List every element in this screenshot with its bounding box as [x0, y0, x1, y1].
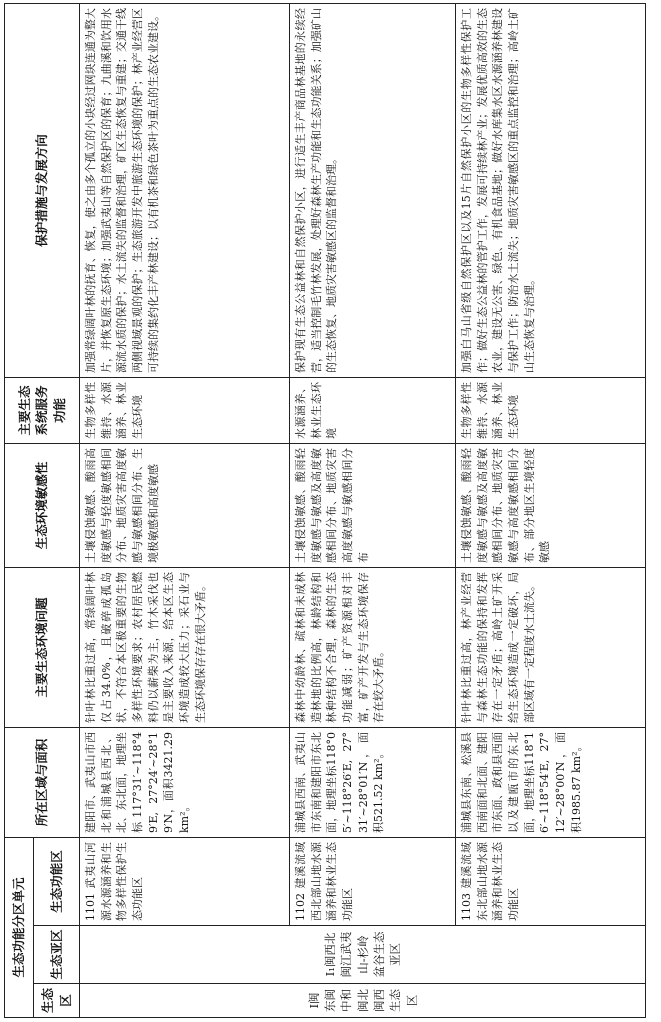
header-region: 生态区: [33, 984, 80, 1018]
problems-cell: 针叶林比重过高，常绿阔叶林仅占34.0%，且破碎成孤岛状，不符合本区极重要的生物多样性环境要求；农村居民燃料仍以薪柴为主，竹木采伐也是主要收入来源，给本区生态环境造成较大压力；采石业与生态环境保存存在很大矛盾。: [80, 568, 290, 728]
region-cell: Ⅰ闽东闽中和闽北闽西生态区: [80, 984, 646, 1018]
measures-cell: 保护现有生态公益林和自然保护小区，进行适生丰产商品林基地的永续经营，适当控制毛竹林发展，处理好森林生产功能和生态功能关系；加强矿山的生态恢复、地质灾害敏感区的监督和治理。: [290, 4, 456, 378]
header-location: 所在区域与面积: [5, 728, 80, 838]
table-row: [80, 4, 290, 1018]
sensitivity-cell: 土壤侵蚀敏感、酸雨轻度敏感与敏感及高度敏感相间分布、地质灾害高度敏感与敏感相间分布: [290, 444, 456, 568]
subregion-cell: Ⅰ₁闽西北闽江武夷山-杉岭盆谷生态亚区: [80, 926, 646, 984]
header-services: 主要生态系统服务功能: [5, 378, 80, 444]
table-row: [290, 4, 456, 1018]
location-cell: 浦城县西南、武夷山市东南和建阳市东北面，地理坐标118°05′~118°26′E, 27°31′~28°01′N，面积521.52 km²。: [290, 728, 456, 838]
header-row-1: [5, 4, 34, 1018]
header-measures: 保护措施与发展方向: [5, 4, 80, 378]
header-zoning-unit: 生态功能分区单元: [5, 838, 34, 1018]
services-cell: 水源涵养、林业生态环境: [290, 378, 456, 444]
header-subregion: 生态亚区: [33, 926, 80, 984]
measures-cell: 加强白马山省级自然保护区以及15片自然保护小区的生物多样性保护工作；做好生态公益林的管护工作，发展可持续林产业；发展优质高效的生态农业，建设无公害、绿色、有机食品基地；做好水库集水区水源涵养林建设与保护工作；防治水土流失；地质灾害敏感区的重点监控和治理；高岭土矿山生态恢复与治理。: [456, 4, 646, 378]
problems-cell: 针叶林比重过高，林产业经营与森林生态功能的保持和发挥存在一定矛盾；高岭土矿开采给生态环境造成一定破坏，局部区域有一定程度水土流失。: [456, 568, 646, 728]
unit-cell: 1101 武夷山河源水源涵养和生物多样性保护生态功能区: [80, 838, 290, 926]
ecological-function-zoning-table: [4, 3, 646, 1018]
services-cell: 生物多样性维持、水源涵养、林业生态环境: [80, 378, 290, 444]
measures-cell: 加强常绿阔叶林的抚育、恢复，使之由多个孤立的小块经过网块连通为整大片，并恢复原生态环境；加强武夷山等自然保护区的保育；九曲溪和饮用水源流水质的保护；水土流失的监督和治理，矿区生态恢复与重建；交通干线两侧视域景观的保护；生态旅游开发中旅游生态环境的保护；林产业经营区可持续的集约化丰产林建设；以有机茶和绿色茶叶为重点的生态农业建设。: [80, 4, 290, 378]
header-unit: 生态功能区: [33, 838, 80, 926]
sensitivity-cell: 土壤侵蚀敏感、酸雨轻度敏感与敏感及高度敏感相间分布、地质灾害敏感与高度敏感相间分布、部分地区生境轻度敏感: [456, 444, 646, 568]
location-cell: 建阳市、武夷山市西北和浦城县西北、北、东北面，地理坐标117°31′~118°49′E, 27°24′~28°19′N，面积3421.29 km²。: [80, 728, 290, 838]
location-cell: 浦城县东南、松溪县西南面和北面、建阳市东面、政和县西面以及建瓯市的东北面，地理坐标118°16′~118°54′E, 27°12′~28°00′N，面积1985.87 km²。: [456, 728, 646, 838]
unit-cell: 1102 建溪流域西北部山地水源涵养和林业生态功能区: [290, 838, 456, 926]
problems-cell: 森林中幼龄林、疏林和未成林造林地的比例高，林龄结构和林种结构不合理，森林的生态功能减弱；矿产资源相对丰富，矿产开发与生态环境保存存在较大矛盾。: [290, 568, 456, 728]
header-sensitivity: 生态环境敏感性: [5, 444, 80, 568]
unit-cell: 1103 建溪流域东北部山地水源涵养和林业生态功能区: [456, 838, 646, 926]
services-cell: 生物多样性维持、水源涵养、林业生态环境: [456, 378, 646, 444]
sensitivity-cell: 土壤侵蚀敏感、酸雨高度敏感与轻度敏感相间分布、地质灾害高度敏感与敏感相间分布、生境极敏感和高度敏感: [80, 444, 290, 568]
header-problems: 主要生态环境问题: [5, 568, 80, 728]
table-row: [456, 4, 646, 1018]
